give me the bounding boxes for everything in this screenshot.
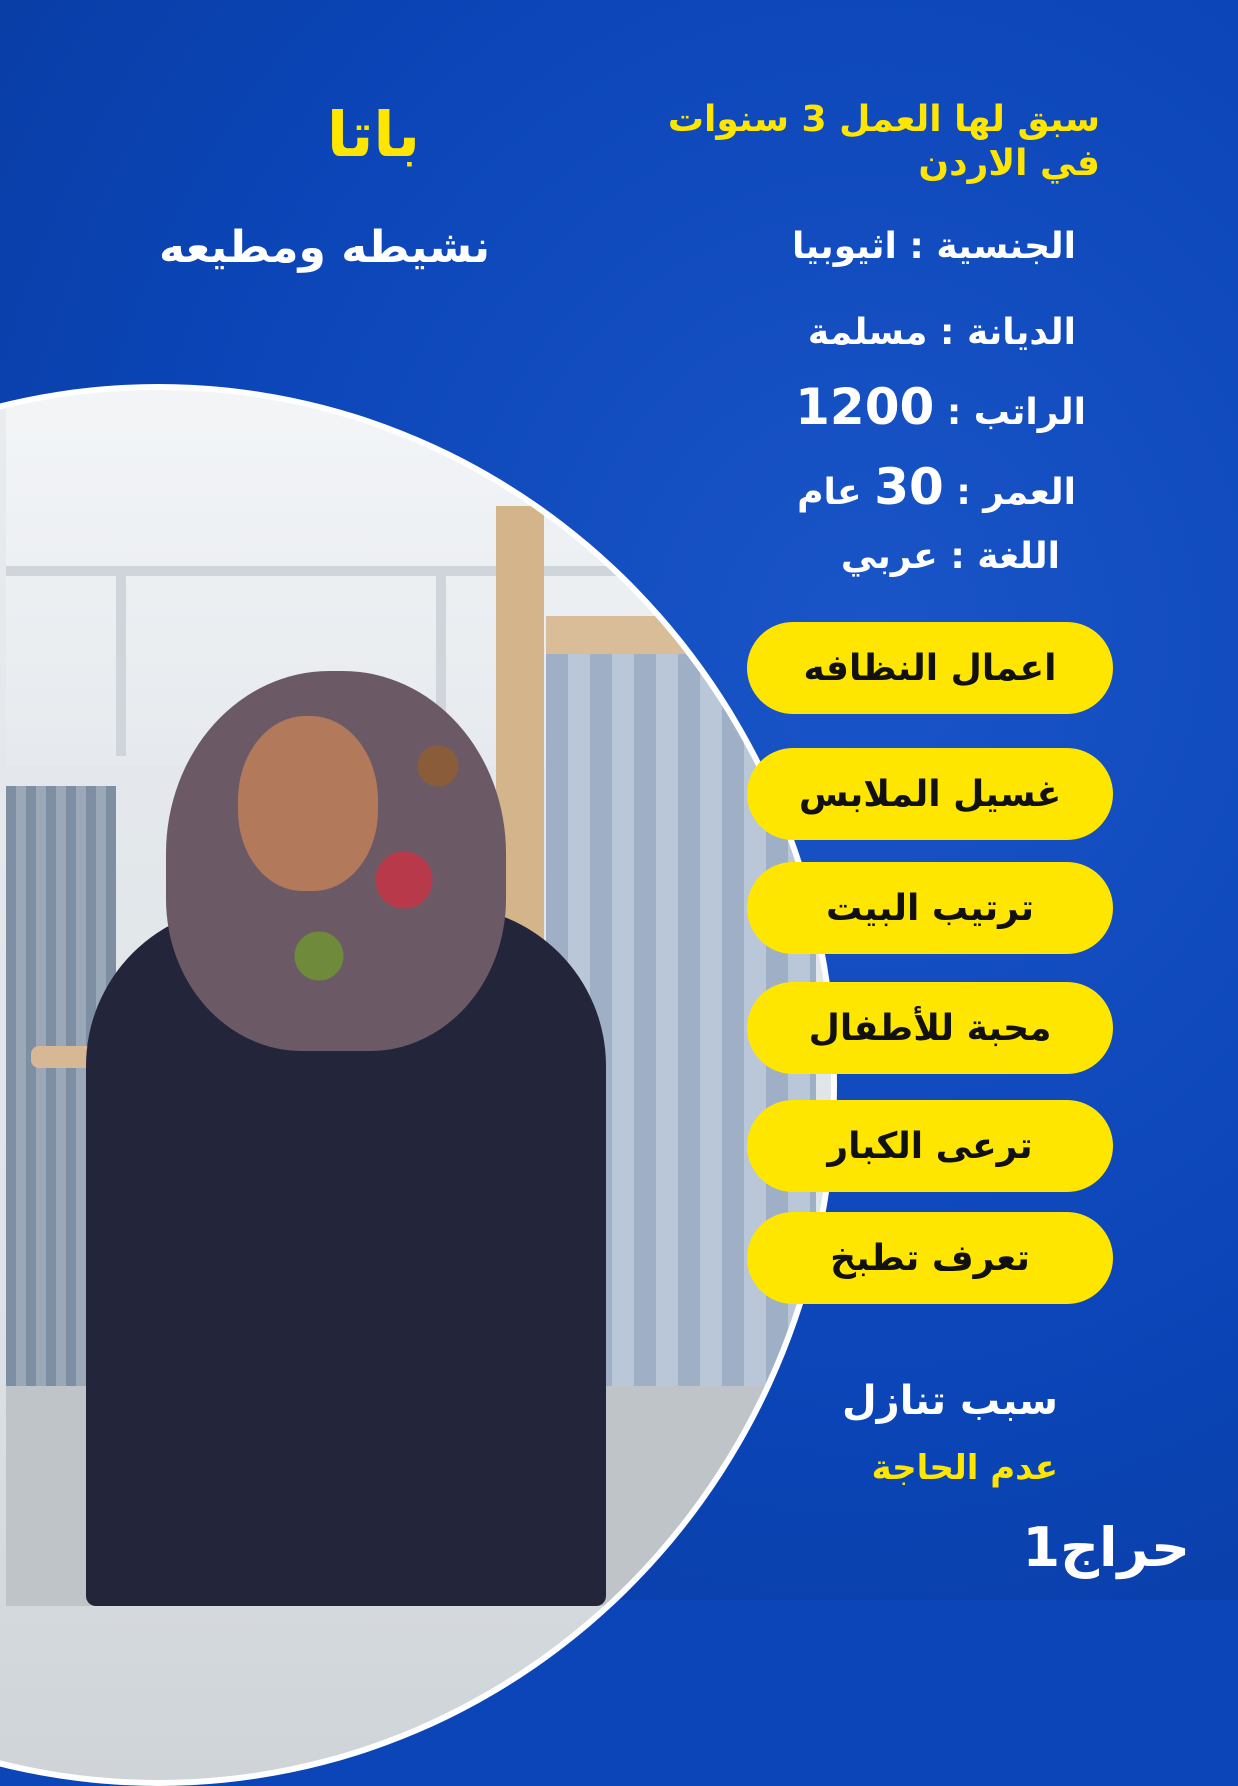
separator: : [940,312,955,353]
release-reason-title: سبب تنازل [841,1378,1058,1424]
info-age [797,458,1076,516]
separator: : [946,392,962,433]
religion-value: مسلمة [807,312,928,353]
language-label: اللغة [977,536,1060,577]
experience-text: سبق لها العمل 3 سنوات في الاردن [667,99,1100,184]
nationality-label: الجنسية [936,226,1076,267]
nationality-value: اثيوبيا [791,226,897,267]
separator: : [956,472,971,513]
ceiling-rail [6,566,646,576]
worker-description: نشيطه ومطيعه [158,222,490,273]
separator: : [950,536,965,577]
skill-childcare: محبة للأطفال [747,982,1113,1074]
age-value: 30 [874,458,944,516]
release-reason-value: عدم الحاجة [871,1448,1058,1488]
religion-label: الديانة [966,312,1076,353]
skill-eldercare: ترعى الكبار [747,1100,1113,1192]
info-language [841,536,1060,577]
person-face [238,716,378,891]
skill-laundry: غسيل الملابس [747,748,1113,840]
brand-logo: حراج1 [1022,1516,1190,1579]
separator: : [909,226,924,267]
age-unit: عام [797,472,862,513]
skill-cooking: تعرف تطبخ [747,1212,1113,1304]
salary-label: الراتب [973,392,1086,433]
info-religion [808,312,1076,353]
language-value: عربي [840,536,938,577]
salary-value: 1200 [795,378,935,436]
info-salary [795,378,1086,436]
age-label: العمر [983,472,1076,513]
worker-name: باتا [326,98,420,171]
skill-housekeeping: ترتيب البيت [747,862,1113,954]
ceiling-rail [116,576,126,756]
profile-photo [0,384,837,1786]
skill-cleaning: اعمال النظافه [747,622,1113,714]
info-nationality [792,226,1076,267]
